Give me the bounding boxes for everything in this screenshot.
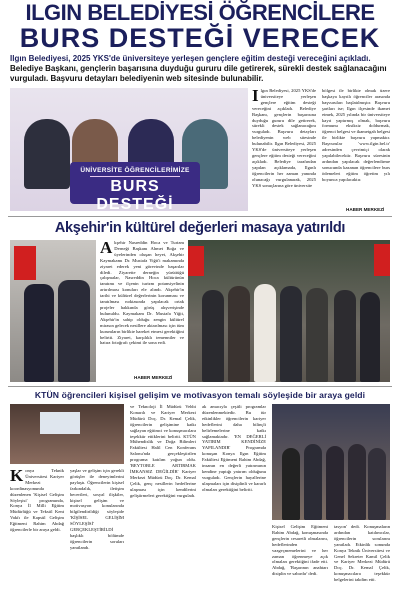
story2-photo-1: [10, 240, 96, 382]
story3-column-1-text: onya Teknik Üniversitesi Kariyer Merkezi koordinasyonunda düzenlenen 'Kişisel Gelişim Söyleşisi' programında, Konya İl Milli Eğitim Müdürlüğü ve Tekstil Kent Vakfı ile Kapsül Gelişim Eğitmeni Rahim Abdağ öğrencilerle bir araya geldi.: [10, 468, 64, 533]
story3-photo-1: [10, 404, 124, 464]
story1-subhead: BURS DESTEĞİ VERECEK: [19, 23, 381, 53]
divider: [8, 216, 392, 217]
person-figure: [360, 292, 380, 382]
person-figure: [254, 284, 276, 382]
story3-column-3: [130, 404, 196, 590]
story3-photo-2: [272, 404, 390, 520]
story3-column-2: [70, 468, 124, 590]
student-figure: [24, 119, 70, 189]
story3-column-6: [334, 524, 390, 590]
drop-cap: A: [100, 240, 113, 257]
story3-column-3-text: ve Teknoloji İl Müdürü Vehbi Konarılı ve Kariyer Merkezi Müdürü Doç. Dr. Kemal Çelik, öğrencilerin gelişimine katkı sağlayan eğitimci ve konuşmacılara teşekkür ettiklerini belirtti. KTÜN Mühendislik ve Doğa Bilimleri Fakültesi Halil Cen Konferans Salonu'nda gerçekleştirilen programa katılım yoğun oldu. 'BEYTOBLE ARTIRMAK İMKANSIZ DEĞİLDİR' Kariyer Merkezi Müdürü Doç. Dr. Kemal Çelik, genç nesillerin hedeflerine ulaşması için kendilerini geliştirmeleri gerektiğini vurguladı.: [130, 404, 196, 498]
story2-column-text: kşehir Nasreddin Hoca ve Turizm Derneği Başkanı Ahmet Boğa ve üyelerinden oluşan heyet, Akşehir Kaymakamı Dr. Mustafa Yiğit'i makamında ziyaret ederek yeni görevinde başarılar diledi. Ziyarette derneğin yürüttüğü çalışmalar, Nasreddin Hoca kültürünün tanıtımı ve ilçenin turizm potansiyelinin artırılması konuları ele alındı. Akşehir'in tarihi ve kültürel değerlerinin korunması ve tanıtılması noktasında yapılacak ortak projeler hakkında görüş alışverişinde bulunuldu. Kaymakam Dr. Mustafa Yiğit, Akşehir'in sahip olduğu zengin kültürel mirasın gelecek nesillere aktarılması için tüm kurumların birlikte hareket etmesi gerektiğini belirtti. Ziyaret, karşılıklı temenniler ve hatıra fotoğrafı çekimi ile sona erdi.: [100, 240, 184, 346]
story1-headline: ILGIN BELEDİYESİ ÖĞRENCİLERE: [25, 0, 375, 25]
story1-column-2: [322, 88, 390, 211]
banner-rule: [90, 176, 180, 177]
person-figure: [228, 286, 250, 382]
story3-column-4: [202, 404, 266, 590]
flag: [188, 246, 204, 276]
story1-column-1-text: lgın Belediyesi, 2025 YKS'de üniversiteye yerleşen gençlere eğitim desteği vereceğini açıkladı. Belediye Başkanı, gençlerin başarısına duyduğu gururu dile getirerek, sürekli destek sağlanacağını vurguladı. Başvuru detayları belediyenin web sitesinde bulunabilir. Ilgın Belediyesi, 2025 YKS'de üniversiteye yerleşen gençlere eğitim desteği vereceğini açıkladı. Belediye tarafından yapılan açıklamada, Ilgınlı öğrencilerin her zaman yanında olunacağı vurgulanarak, 2025 YKS sonuçlarına göre üniversite: [252, 88, 316, 188]
story2-photo-2: [188, 240, 390, 382]
story1-column-1: [252, 88, 316, 211]
person-figure: [24, 284, 54, 382]
story3-headline: KTÜN öğrencileri kişisel gelişim ve motivasyon temalı söyleşide bir araya geldi: [34, 390, 366, 400]
banner-line1: ÜNİVERSİTE ÖĞRENCİLERİMİZE: [80, 167, 190, 174]
person-figure: [306, 288, 328, 382]
story1-photo: [10, 88, 248, 211]
person-figure: [326, 446, 344, 520]
person-figure: [58, 280, 90, 382]
person-figure: [334, 290, 356, 382]
divider: [8, 386, 392, 387]
story2-column: [100, 240, 184, 382]
drop-cap: I: [252, 88, 259, 105]
story3-column-5: [272, 524, 328, 590]
projection-screen: [40, 412, 80, 434]
story1-lead-part-a: Ilgın Belediyesi, 2025 YKS'de üniversiteye yerleşen gençlere eğitim desteği vereceğini açıkladı.: [10, 54, 371, 63]
story1-lead: [10, 54, 392, 84]
story2-headline: Akşehir'in kültürel değerleri masaya yatırıldı: [54, 220, 346, 236]
drop-cap: K: [10, 468, 24, 485]
story1-column-2-text: bölgesi ile birlikte olmak üzere başkaya kayıtlı öğrenciler arasında başvuruları başlatılmıştır. Başvuru şartları ise; Ilgın ilçesinde ikamet etmek, 2025 yılında bir üniversiteye kayıt yaptırmış olmak, başvuru formunu eksiksiz doldurmak, öğrenci belgesi ve ikametgah belgesi ile birlikte başvuru yapmaktır. Başvurular 'www.ilgin.bel.tr' adresinden çevrimiçi olarak yapılabilecektir. Başvuru süresinin ardından yapılacak değerlendirme sonucunda kazanan öğrencilere burs ödemeleri eğitim öğretim yılı boyunca yapılacaktır.: [322, 88, 390, 182]
story1-byline: HABER MERKEZİ: [346, 207, 385, 212]
story3-column-2-text: yaşlar ve gelişim için gerekli görüşler ile deneyimlerini paylaştı. Öğrencilerin kişisel farkındalık, iletişim becerileri, sosyal ilişkiler, kişisel gelişim ve motivasyon konularında bilgilendirildiği söyleşide 'KİŞİSEL GELİŞİM SÖYLEŞİSİ' GERÇEKLEŞTİRİLDİ başlıklı bölümde öğrencilerin soruları yanıtlandı.: [70, 468, 124, 550]
story3-column-1: [10, 468, 64, 590]
person-figure: [280, 286, 302, 382]
story3-column-6-text: tasyon' dedi. Konuşmaların ardından katılımcılar, öğrencilerin sorularını yanıtladı. Etkinlik sonunda Konya Teknik Üniversitesi ve Genel Sekreter Kamil Çelik ve Kariyer Merkezi Müdürü Doç. Dr. Kemal Çelik, konuşmacılara teşekkür belgelerini takdim etti.: [334, 524, 390, 583]
flag: [374, 244, 390, 276]
story1-lead-part-b: Belediye Başkanı, gençlerin başarısına duyduğu gururu dile getirerek, sürekli destek sağlanacağını vurguladı. Başvuru detayları belediyenin web sitesinde bulunabilir.: [10, 64, 387, 83]
person-figure: [368, 448, 386, 520]
story2-byline: HABER MERKEZİ: [134, 375, 173, 380]
flag: [14, 246, 36, 280]
story3-column-4-text: ak amacıyla çeşitli programlar düzenlenmektedir. Bu tür etkinlikler öğrencilerin kariyer hedeflerini daha bilinçli belirlemelerine katkı sağlamaktadır. 'EN DEĞERLİ YATIRIM KENDİNİZE YAPILANDIR' Programda konuşan Konya Ilgın Eğitim Fakültesi Eğitmeni Rahim Abdağ, insanın en değerli yatırımının kendine yaptığı yatırım olduğunu vurguladı. Gençlerin hayallerine ulaşmaları için disiplinli ve kararlı olmaları gerektiğini belirtti.: [202, 404, 266, 492]
person-figure: [202, 290, 224, 382]
story3-column-5-text: Kişisel Gelişim Eğitmeni Rahim Abdağ, konuşmasında gençlerin cesaretli olmalarını, hedeflerinden vazgeçmemelerini ve her zaman öğrenmeye açık olmaları gerektiğini ifade etti. Abdağ, 'Başarının anahtarı disiplin ve sabırdır' dedi.: [272, 524, 328, 577]
person-figure: [348, 444, 366, 520]
person-figure: [282, 448, 300, 520]
burs-banner: [70, 162, 200, 211]
banner-line2: BURS DESTEĞİ: [96, 178, 174, 211]
person-figure: [304, 444, 322, 520]
